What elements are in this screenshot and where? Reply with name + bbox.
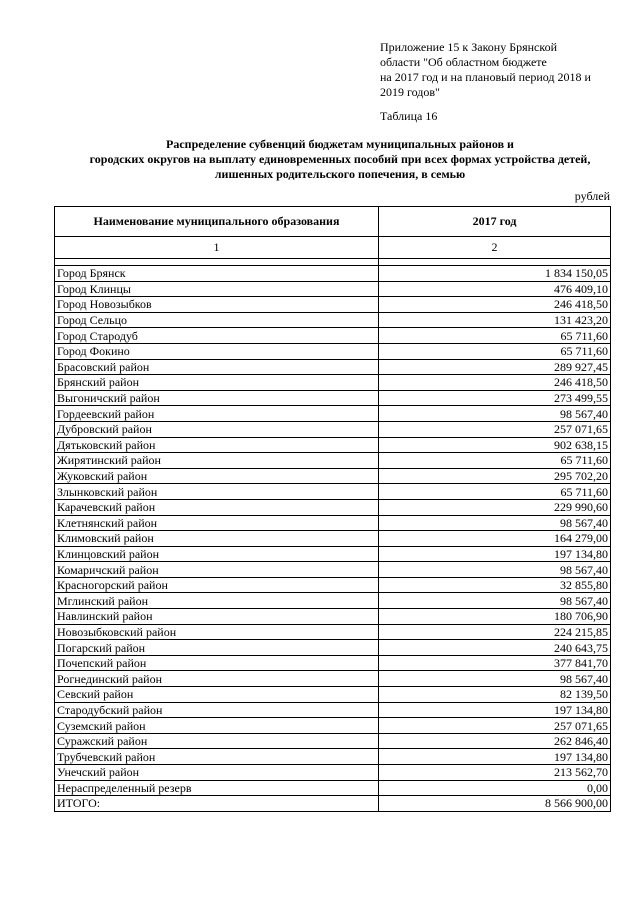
table-row xyxy=(55,375,611,391)
amount-value: 295 702,20 xyxy=(379,468,611,484)
municipality-name: Мглинский район xyxy=(55,593,379,609)
municipality-name: Брянский район xyxy=(55,375,379,391)
annex-line: на 2017 год и на плановый период 2018 и xyxy=(380,70,591,84)
municipality-name: Клинцовский район xyxy=(55,546,379,562)
amount-value: 902 638,15 xyxy=(379,437,611,453)
table-row xyxy=(55,328,611,344)
amount-value: 98 567,40 xyxy=(379,406,611,422)
municipality-name: Климовский район xyxy=(55,531,379,547)
municipality-name: Город Новозыбков xyxy=(55,297,379,313)
municipality-name: Севский район xyxy=(55,687,379,703)
amount-value: 82 139,50 xyxy=(379,687,611,703)
annex-line: 2019 годов" xyxy=(380,85,440,99)
subsidy-table xyxy=(54,206,611,812)
municipality-name: Стародубский район xyxy=(55,702,379,718)
amount-value: 229 990,60 xyxy=(379,499,611,515)
header-year: 2017 год xyxy=(379,207,611,237)
amount-value: 32 855,80 xyxy=(379,577,611,593)
municipality-name: Брасовский район xyxy=(55,359,379,375)
amount-value: 98 567,40 xyxy=(379,515,611,531)
municipality-name: Унечский район xyxy=(55,765,379,781)
municipality-name: Город Клинцы xyxy=(55,281,379,297)
amount-value: 257 071,65 xyxy=(379,421,611,437)
annex-line: области "Об областном бюджете xyxy=(380,55,547,69)
amount-value: 65 711,60 xyxy=(379,343,611,359)
amount-value: 257 071,65 xyxy=(379,718,611,734)
amount-value: 213 562,70 xyxy=(379,765,611,781)
table-row xyxy=(55,671,611,687)
table-row xyxy=(55,312,611,328)
table-row xyxy=(55,468,611,484)
table-row xyxy=(55,687,611,703)
table-row xyxy=(55,390,611,406)
amount-value: 262 846,40 xyxy=(379,733,611,749)
table-row xyxy=(55,609,611,625)
table-row xyxy=(55,780,611,796)
table-header-row xyxy=(55,207,611,237)
amount-value: 65 711,60 xyxy=(379,453,611,469)
municipality-name: Город Сельцо xyxy=(55,312,379,328)
municipality-name: Выгоничский район xyxy=(55,390,379,406)
amount-value: 164 279,00 xyxy=(379,531,611,547)
amount-value: 246 418,50 xyxy=(379,297,611,313)
header-municipality: Наименование муниципального образования xyxy=(55,207,379,237)
municipality-name: Новозыбковский район xyxy=(55,624,379,640)
municipality-name: Комаричский район xyxy=(55,562,379,578)
amount-value: 98 567,40 xyxy=(379,671,611,687)
table-body xyxy=(55,266,611,812)
table-row xyxy=(55,359,611,375)
municipality-name: Жирятинский район xyxy=(55,453,379,469)
amount-value: 98 567,40 xyxy=(379,593,611,609)
municipality-name: Город Брянск xyxy=(55,266,379,282)
title-line: городских округов на выплату единовременных пособий при всех формах устройства детей, xyxy=(89,152,591,166)
amount-value: 98 567,40 xyxy=(379,562,611,578)
amount-value: 246 418,50 xyxy=(379,375,611,391)
table-row xyxy=(55,421,611,437)
title-line: лишенных родительского попечения, в семью xyxy=(214,167,466,181)
amount-value: 8 566 900,00 xyxy=(379,796,611,812)
amount-value: 180 706,90 xyxy=(379,609,611,625)
table-row xyxy=(55,624,611,640)
amount-value: 476 409,10 xyxy=(379,281,611,297)
table-row xyxy=(55,406,611,422)
annex-line: Приложение 15 к Закону Брянской xyxy=(380,40,558,54)
municipality-name: ИТОГО: xyxy=(55,796,379,812)
municipality-name: Красногорский район xyxy=(55,577,379,593)
amount-value: 1 834 150,05 xyxy=(379,266,611,282)
table-row xyxy=(55,546,611,562)
table-row xyxy=(55,343,611,359)
amount-value: 377 841,70 xyxy=(379,655,611,671)
table-row xyxy=(55,515,611,531)
amount-value: 0,00 xyxy=(379,780,611,796)
title-line: Распределение субвенций бюджетам муниципальных районов и xyxy=(166,137,514,151)
municipality-name: Карачевский район xyxy=(55,499,379,515)
table-row xyxy=(55,266,611,282)
table-row xyxy=(55,562,611,578)
amount-value: 197 134,80 xyxy=(379,749,611,765)
municipality-name: Навлинский район xyxy=(55,609,379,625)
table-row xyxy=(55,640,611,656)
municipality-name: Трубчевский район xyxy=(55,749,379,765)
municipality-name: Суземский район xyxy=(55,718,379,734)
amount-value: 197 134,80 xyxy=(379,546,611,562)
table-row xyxy=(55,499,611,515)
amount-value: 224 215,85 xyxy=(379,624,611,640)
amount-value: 289 927,45 xyxy=(379,359,611,375)
column-number: 1 xyxy=(55,237,379,259)
table-row xyxy=(55,531,611,547)
table-row xyxy=(55,749,611,765)
table-row xyxy=(55,437,611,453)
column-number: 2 xyxy=(379,237,611,259)
municipality-name: Нераспределенный резерв xyxy=(55,780,379,796)
column-number-row xyxy=(55,237,611,259)
amount-value: 65 711,60 xyxy=(379,328,611,344)
document-title xyxy=(40,137,640,182)
table-row xyxy=(55,655,611,671)
table-row xyxy=(55,593,611,609)
annex-caption xyxy=(380,40,630,100)
municipality-name: Почепский район xyxy=(55,655,379,671)
municipality-name: Дятьковский район xyxy=(55,437,379,453)
table-row xyxy=(55,702,611,718)
table-row xyxy=(55,577,611,593)
table-row xyxy=(55,297,611,313)
municipality-name: Рогнединский район xyxy=(55,671,379,687)
municipality-name: Город Стародуб xyxy=(55,328,379,344)
table-row xyxy=(55,733,611,749)
table-row xyxy=(55,453,611,469)
table-row xyxy=(55,484,611,500)
municipality-name: Дубровский район xyxy=(55,421,379,437)
municipality-name: Жуковский район xyxy=(55,468,379,484)
municipality-name: Клетнянский район xyxy=(55,515,379,531)
municipality-name: Суражский район xyxy=(55,733,379,749)
amount-value: 240 643,75 xyxy=(379,640,611,656)
amount-value: 131 423,20 xyxy=(379,312,611,328)
table-row xyxy=(55,796,611,812)
amount-value: 197 134,80 xyxy=(379,702,611,718)
currency-unit: рублей xyxy=(574,189,610,203)
municipality-name: Город Фокино xyxy=(55,343,379,359)
municipality-name: Погарский район xyxy=(55,640,379,656)
spacer-row xyxy=(55,259,611,266)
table-row xyxy=(55,281,611,297)
table-row xyxy=(55,765,611,781)
table-number: Таблица 16 xyxy=(380,109,438,123)
municipality-name: Гордеевский район xyxy=(55,406,379,422)
municipality-name: Злынковский район xyxy=(55,484,379,500)
table-row xyxy=(55,718,611,734)
amount-value: 65 711,60 xyxy=(379,484,611,500)
amount-value: 273 499,55 xyxy=(379,390,611,406)
